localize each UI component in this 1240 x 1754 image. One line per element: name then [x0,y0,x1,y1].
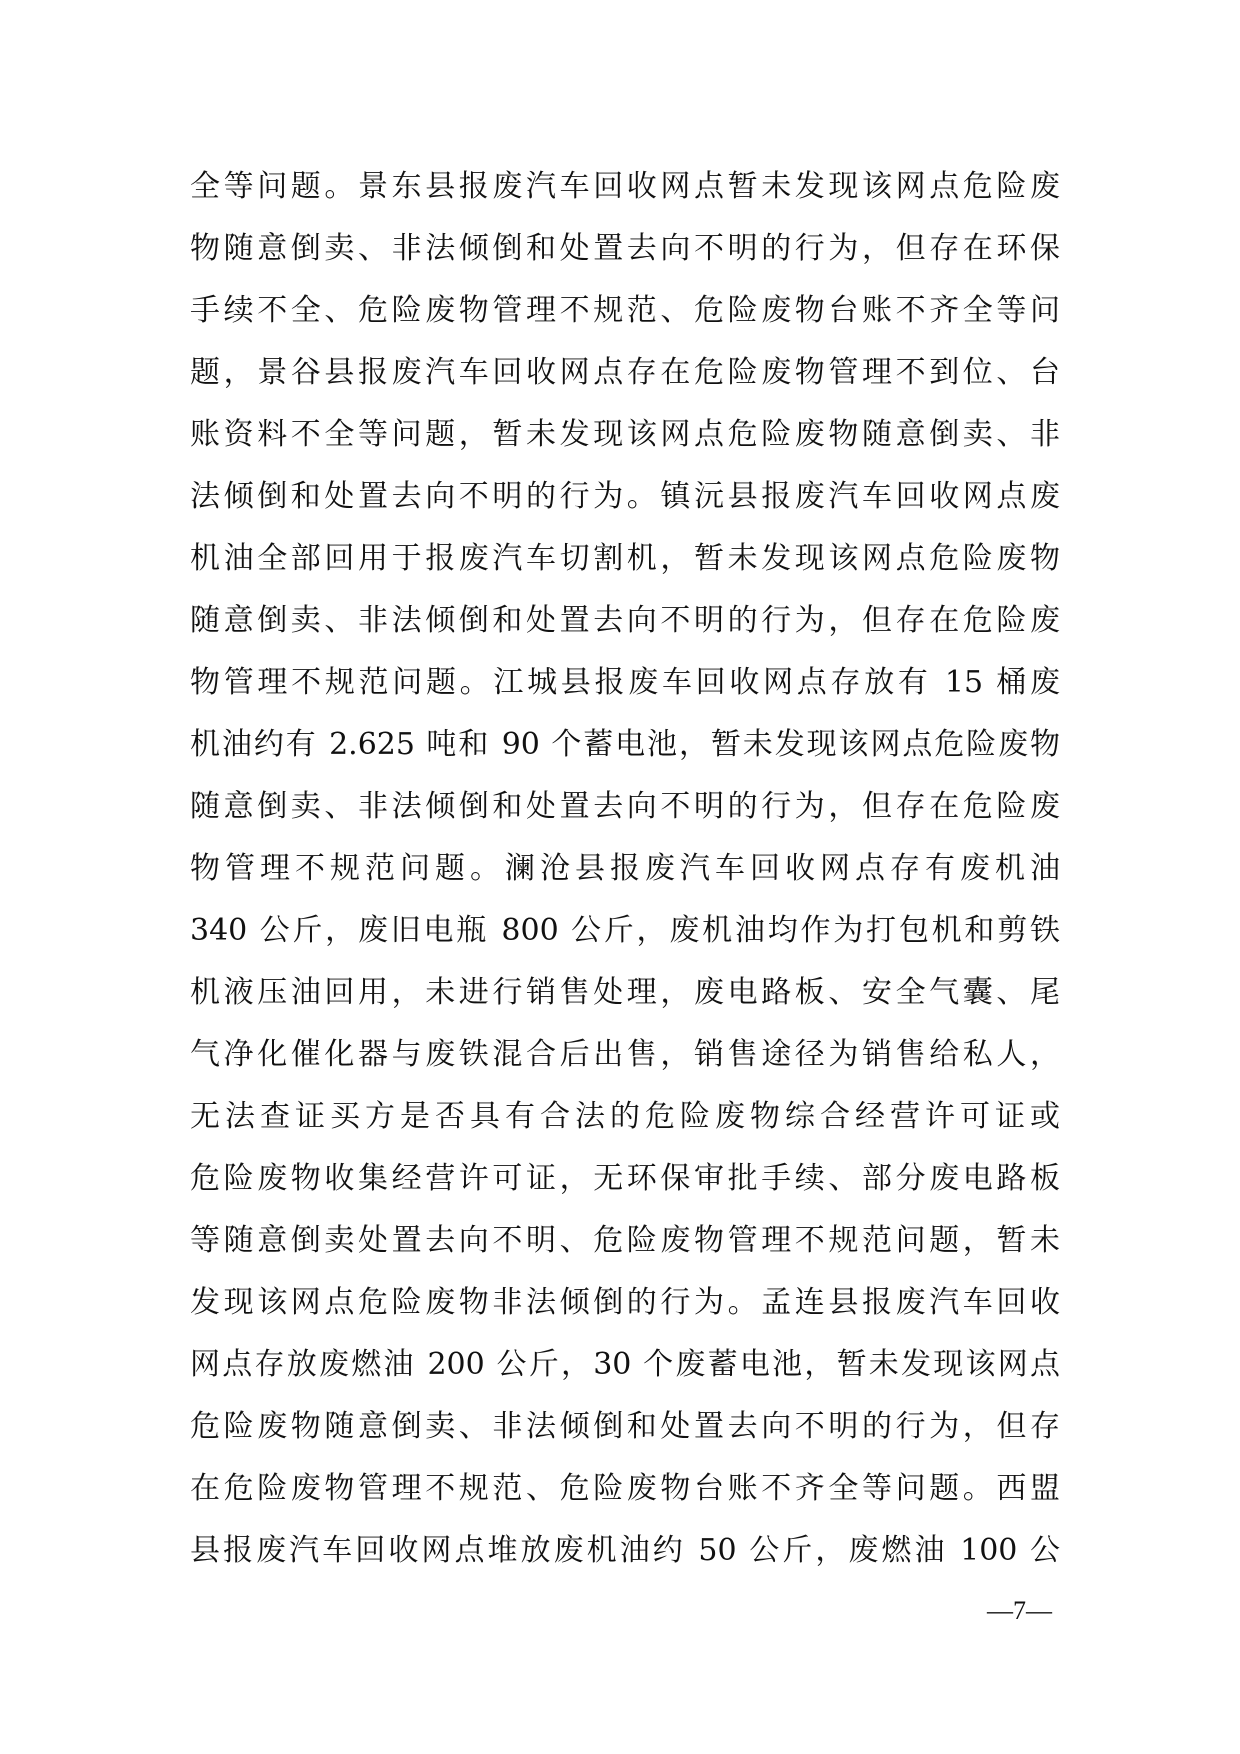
text-line: 手续不全、危险废物管理不规范、危险废物台账不齐全等问 [190,293,1060,328]
text-line: 机油约有 2.625 吨和 90 个蓄电池，暂未发现该网点危险废物 [190,727,1060,762]
text-line: 340 公斤，废旧电瓶 800 公斤，废机油均作为打包机和剪铁 [190,913,1060,948]
text-line: 在危险废物管理不规范、危险废物台账不齐全等问题。西盟 [190,1471,1060,1506]
text-line: 气净化催化器与废铁混合后出售，销售途径为销售给私人， [190,1037,1060,1072]
text-line: 物随意倒卖、非法倾倒和处置去向不明的行为，但存在环保 [190,231,1060,266]
text-line: 机油全部回用于报废汽车切割机，暂未发现该网点危险废物 [190,541,1060,576]
text-line: 题，景谷县报废汽车回收网点存在危险废物管理不到位、台 [190,355,1060,390]
text-line: 危险废物收集经营许可证，无环保审批手续、部分废电路板 [190,1161,1060,1196]
text-line: 危险废物随意倒卖、非法倾倒和处置去向不明的行为，但存 [190,1409,1060,1444]
text-line: 网点存放废燃油 200 公斤，30 个废蓄电池，暂未发现该网点 [190,1347,1060,1382]
text-line: 等随意倒卖处置去向不明、危险废物管理不规范问题，暂未 [190,1223,1060,1258]
text-line: 县报废汽车回收网点堆放废机油约 50 公斤，废燃油 100 公 [190,1533,1060,1568]
text-line: 法倾倒和处置去向不明的行为。镇沅县报废汽车回收网点废 [190,479,1060,514]
text-line: 随意倒卖、非法倾倒和处置去向不明的行为，但存在危险废 [190,789,1060,824]
body-text [190,156,1060,1582]
text-line: 发现该网点危险废物非法倾倒的行为。孟连县报废汽车回收 [190,1285,1060,1320]
text-line: 物管理不规范问题。澜沧县报废汽车回收网点存有废机油 [190,851,1060,886]
page-number: —7— [987,1596,1052,1625]
text-line: 物管理不规范问题。江城县报废车回收网点存放有 15 桶废 [190,665,1060,700]
text-line: 机液压油回用，未进行销售处理，废电路板、安全气囊、尾 [190,975,1060,1010]
text-line: 随意倒卖、非法倾倒和处置去向不明的行为，但存在危险废 [190,603,1060,638]
text-line: 账资料不全等问题，暂未发现该网点危险废物随意倒卖、非 [190,417,1060,452]
text-line: 全等问题。景东县报废汽车回收网点暂未发现该网点危险废 [190,169,1060,204]
text-line: 无法查证买方是否具有合法的危险废物综合经营许可证或 [190,1099,1060,1134]
